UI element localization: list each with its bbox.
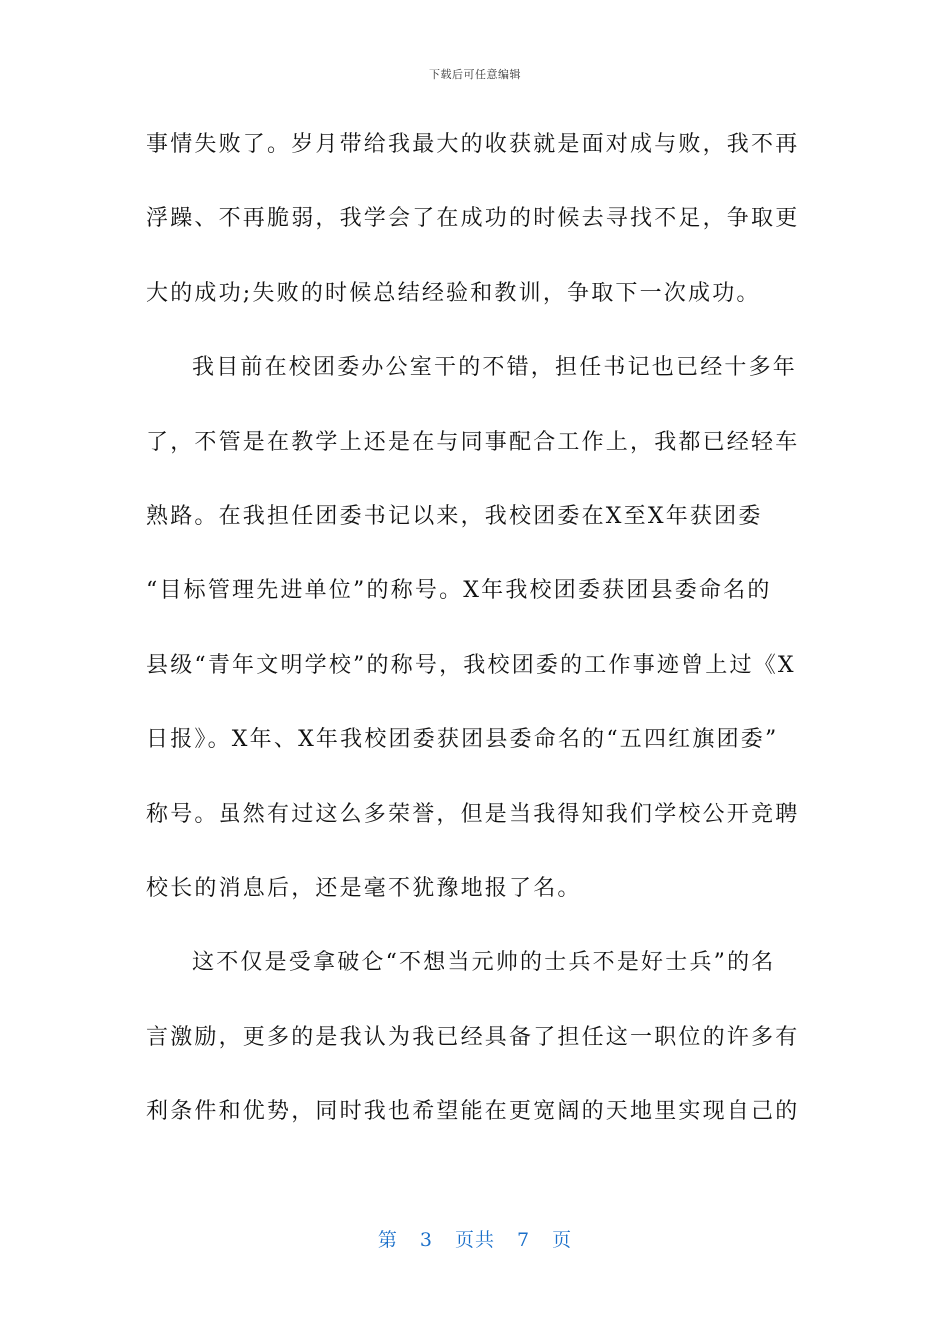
footer-current-page: 3 bbox=[419, 1229, 433, 1251]
text-line-9: 日报》。X年、X年我校团委获团县委命名的“五四红旗团委” bbox=[146, 727, 779, 753]
text-line-5: 了，不管是在教学上还是在与同事配合工作上，我都已经轻车 bbox=[146, 429, 800, 455]
text-line-12: 这不仅是受拿破仑“不想当元帅的士兵不是好士兵”的名 bbox=[192, 950, 776, 976]
text-line-11: 校长的消息后，还是毫不犹豫地报了名。 bbox=[146, 875, 582, 901]
text-line-3: 大的成功;失败的时候总结经验和教训，争取下一次成功。 bbox=[146, 280, 761, 306]
footer-label-of: 页共 bbox=[454, 1229, 495, 1251]
document-body bbox=[146, 128, 806, 1169]
text-line-13: 言激励，更多的是我认为我已经具备了担任这一职位的许多有 bbox=[146, 1024, 800, 1050]
page-header: 下载后可任意编辑 bbox=[429, 68, 521, 81]
page-footer bbox=[0, 1225, 950, 1252]
footer-total-pages: 7 bbox=[517, 1229, 531, 1251]
text-line-14: 利条件和优势，同时我也希望能在更宽阔的天地里实现自己的 bbox=[146, 1099, 800, 1125]
text-line-4: 我目前在校团委办公室干的不错，担任书记也已经十多年 bbox=[192, 355, 798, 381]
text-line-7: “目标管理先进单位”的称号。X年我校团委获团县委命名的 bbox=[146, 578, 772, 604]
footer-label-end: 页 bbox=[552, 1229, 573, 1251]
text-line-8: 县级“青年文明学校”的称号，我校团委的工作事迹曾上过《X bbox=[146, 652, 796, 678]
footer-label-page: 第 bbox=[377, 1229, 398, 1251]
text-line-10: 称号。虽然有过这么多荣誉，但是当我得知我们学校公开竞聘 bbox=[146, 801, 800, 827]
text-line-6: 熟路。在我担任团委书记以来，我校团委在X至X年获团委 bbox=[146, 503, 763, 529]
text-line-1: 事情失败了。岁月带给我最大的收获就是面对成与败，我不再 bbox=[146, 132, 800, 157]
text-line-2: 浮躁、不再脆弱，我学会了在成功的时候去寻找不足，争取更 bbox=[146, 206, 800, 232]
